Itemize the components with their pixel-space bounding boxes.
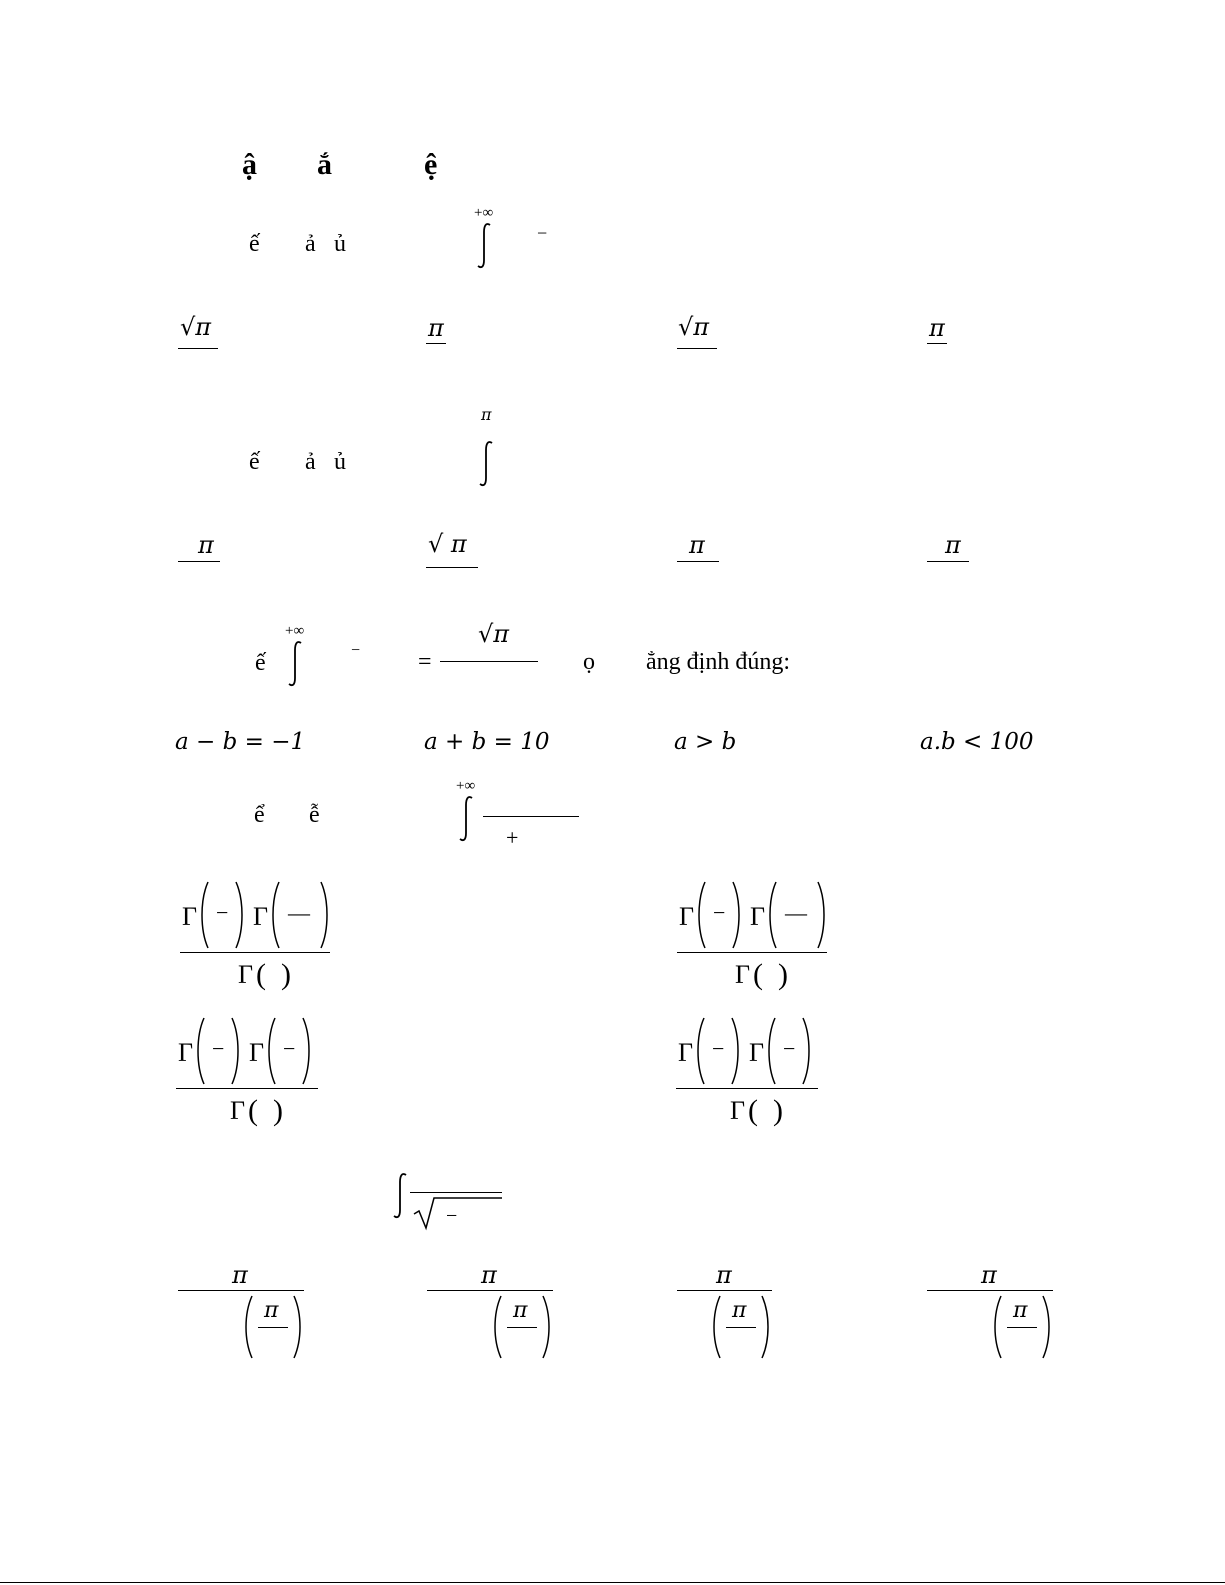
q5-b-inner-pi: π bbox=[513, 1298, 528, 1323]
q5-d-numerator: π bbox=[981, 1261, 997, 1289]
gamma-symbol: Γ bbox=[730, 1096, 746, 1125]
q2-option-b-fraction-bar bbox=[426, 567, 478, 568]
q2-option-c-fraction-bar bbox=[677, 561, 719, 562]
q1-option-c-text: √π bbox=[678, 313, 710, 341]
q3-rhs-fraction-bar bbox=[440, 661, 538, 662]
q3-option-b[interactable]: a + b = 10 bbox=[424, 729, 550, 755]
q2-fragment-1: ế bbox=[249, 449, 260, 475]
q2-option-d-fraction-bar bbox=[927, 561, 969, 562]
gamma-symbol: Γ bbox=[678, 1038, 694, 1067]
q4-c-fraction-bar bbox=[176, 1088, 318, 1089]
q5-integral-sign bbox=[392, 1172, 410, 1220]
q3-upper-limit: +∞ bbox=[285, 623, 305, 639]
q4-fragment-2: ễ bbox=[309, 802, 320, 828]
q5-c-inner-pi: π bbox=[732, 1298, 747, 1323]
q3-equals: = bbox=[418, 649, 432, 675]
q5-b-inner-bar bbox=[507, 1327, 537, 1328]
q4-d-dash-2: − bbox=[783, 1036, 796, 1061]
q2-fragment-3: ủ bbox=[334, 449, 346, 475]
q4-b-dash-1: − bbox=[713, 900, 726, 925]
q1-minus: − bbox=[537, 223, 548, 243]
gamma-symbol: Γ bbox=[249, 1038, 265, 1067]
q1-upper-limit: +∞ bbox=[474, 205, 494, 221]
q5-c-numerator: π bbox=[716, 1261, 732, 1289]
q1-option-d-text: π bbox=[929, 314, 945, 342]
q5-b-numerator: π bbox=[481, 1261, 497, 1289]
q2-option-a-fraction-bar bbox=[178, 561, 220, 562]
q2-option-d-text: π bbox=[945, 531, 961, 559]
gamma-symbol: Γ bbox=[230, 1096, 246, 1125]
q5-c-inner-bar bbox=[726, 1327, 756, 1328]
q4-d-fraction-bar bbox=[676, 1088, 818, 1089]
q4-a-fraction-bar bbox=[180, 952, 330, 953]
q5-c-fraction-bar bbox=[677, 1290, 772, 1291]
q3-option-c[interactable]: a > b bbox=[674, 729, 737, 755]
q4-integral-sign bbox=[458, 795, 476, 843]
q5-d-inner-pi: π bbox=[1013, 1298, 1028, 1323]
q5-a-fraction-bar bbox=[178, 1290, 304, 1291]
q4-c-den-paren: ( ) bbox=[248, 1094, 283, 1127]
q4-upper-limit: +∞ bbox=[456, 778, 476, 794]
gamma-symbol: Γ bbox=[253, 902, 269, 931]
q4-a-dash-2: — bbox=[288, 900, 310, 925]
q3-option-a[interactable]: a − b = −1 bbox=[175, 729, 306, 755]
q3-fragment-o: ọ bbox=[583, 649, 595, 675]
q2-option-c-text: π bbox=[689, 531, 705, 559]
q4-c-dash-2: − bbox=[283, 1036, 296, 1061]
q3-rhs-numerator: √π bbox=[478, 620, 510, 648]
gamma-symbol: Γ bbox=[182, 902, 198, 931]
q5-a-numerator: π bbox=[232, 1261, 248, 1289]
q4-b-dash-2: — bbox=[785, 900, 807, 925]
q2-integral-sign bbox=[478, 440, 496, 488]
q2-fragment-2: ả bbox=[305, 449, 316, 475]
q5-d-fraction-bar bbox=[927, 1290, 1053, 1291]
page-bottom-border bbox=[0, 1582, 1225, 1583]
q4-a-dash-1: − bbox=[216, 900, 229, 925]
q4-b-den-paren: ( ) bbox=[753, 958, 788, 991]
q1-option-b-fraction-bar bbox=[426, 343, 446, 344]
q1-option-a-text: √π bbox=[180, 313, 212, 341]
gamma-symbol: Γ bbox=[178, 1038, 194, 1067]
q4-d-dash-1: − bbox=[712, 1036, 725, 1061]
q4-a-den-paren: ( ) bbox=[256, 958, 291, 991]
gamma-symbol: Γ bbox=[735, 960, 751, 989]
q4-c-dash-1: − bbox=[212, 1036, 225, 1061]
heading-fragment-3: ệ bbox=[424, 148, 438, 181]
q1-fragment-2: ả bbox=[305, 231, 316, 257]
q4-plus: + bbox=[506, 825, 519, 850]
q3-option-d[interactable]: a.b < 100 bbox=[920, 729, 1034, 755]
q5-a-inner-pi: π bbox=[264, 1298, 279, 1323]
q1-option-a-fraction-bar bbox=[178, 348, 218, 349]
q4-b-fraction-bar bbox=[677, 952, 827, 953]
q5-a-inner-bar bbox=[258, 1327, 288, 1328]
q3-tail-text: ẳng định đúng: bbox=[646, 649, 790, 675]
q5-d-inner-bar bbox=[1007, 1327, 1037, 1328]
q1-integral-sign bbox=[476, 222, 494, 270]
q3-fragment-1: ế bbox=[255, 650, 266, 676]
q4-d-den-paren: ( ) bbox=[748, 1094, 783, 1127]
q1-fragment-1: ế bbox=[249, 231, 260, 257]
heading-fragment-1: ậ bbox=[242, 148, 257, 181]
q5-sqrt-sign bbox=[412, 1196, 504, 1230]
q1-option-c-fraction-bar bbox=[677, 348, 717, 349]
gamma-symbol: Γ bbox=[238, 960, 254, 989]
gamma-symbol: Γ bbox=[749, 1038, 765, 1067]
q5-b-fraction-bar bbox=[427, 1290, 553, 1291]
q1-option-d-fraction-bar bbox=[927, 343, 947, 344]
q3-integral-sign bbox=[287, 640, 305, 688]
q3-minus: − bbox=[351, 642, 361, 659]
q2-option-b-text: √ π bbox=[428, 530, 467, 558]
q5-fraction-bar bbox=[410, 1192, 502, 1193]
q1-fragment-3: ủ bbox=[334, 231, 346, 257]
q4-fragment-1: ể bbox=[254, 802, 265, 828]
q2-upper-limit: π bbox=[481, 405, 492, 424]
gamma-symbol: Γ bbox=[750, 902, 766, 931]
q5-minus: − bbox=[446, 1205, 458, 1227]
q4-fraction-bar bbox=[483, 816, 579, 817]
q1-option-b-text: π bbox=[428, 314, 444, 342]
q2-option-a-text: π bbox=[198, 531, 214, 559]
gamma-symbol: Γ bbox=[679, 902, 695, 931]
heading-fragment-2: ắ bbox=[317, 148, 332, 181]
